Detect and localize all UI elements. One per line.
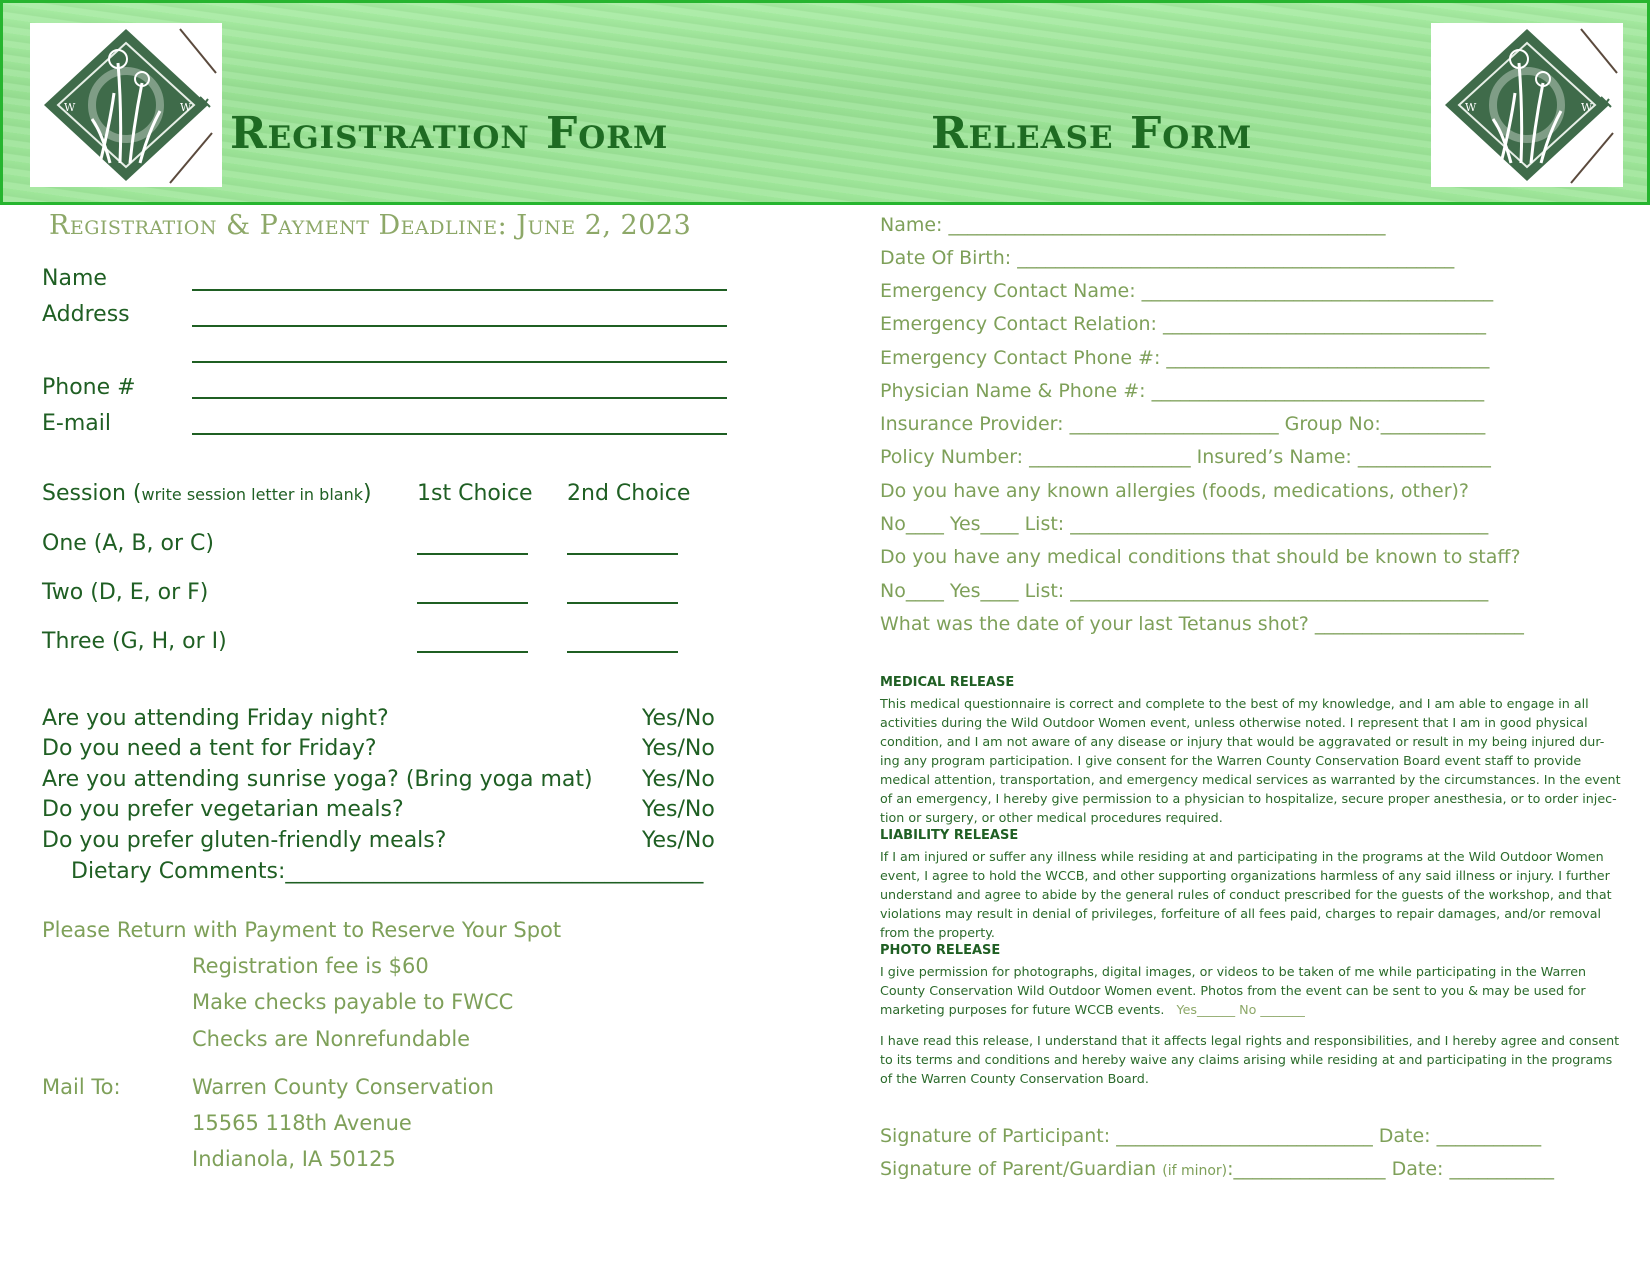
wild-outdoor-women-logo-icon bbox=[1431, 23, 1623, 187]
answer-vegetarian[interactable]: Yes/No bbox=[642, 797, 715, 822]
mail-address-line1: Warren County Conservation bbox=[192, 1075, 494, 1099]
emergency-contact-name-field[interactable]: Emergency Contact Name: _____________________________________ bbox=[880, 280, 1494, 302]
session-three-label: Three (G, H, or I) bbox=[42, 629, 227, 654]
liability-release-line: understand and agree to abide by the general rules of conduct prescribed for the guests of the workshop, and that bbox=[880, 887, 1612, 902]
registration-form-title: Registration Form bbox=[230, 108, 669, 159]
parent-signature-field[interactable] bbox=[880, 1158, 1554, 1180]
answer-tent[interactable]: Yes/No bbox=[642, 736, 715, 761]
svg-text:W: W bbox=[1581, 101, 1593, 114]
mail-to-label: Mail To: bbox=[42, 1075, 121, 1099]
release-form-title: Release Form bbox=[931, 108, 1253, 159]
liability-release-line: from the property. bbox=[880, 925, 995, 940]
phone-label: Phone # bbox=[42, 375, 136, 400]
second-choice-header: 2nd Choice bbox=[567, 481, 691, 506]
photo-release-line: I give permission for photographs, digital images, or videos to be taken of me while participating in the Warren bbox=[880, 964, 1587, 979]
medical-release-heading: MEDICAL RELEASE bbox=[880, 675, 1015, 690]
agreement-text bbox=[880, 1031, 1620, 1088]
answer-yoga[interactable]: Yes/No bbox=[642, 767, 715, 792]
svg-text:W: W bbox=[64, 101, 76, 114]
medical-release-line: tion or surgery, or other medical procedures required. bbox=[880, 810, 1223, 825]
medical-release-line: medical attention, transportation, and emergency medical services as warranted by the circumstances. In the event bbox=[880, 772, 1621, 787]
question-tent: Do you need a tent for Friday? bbox=[42, 736, 377, 761]
liability-release-line: violations may result in denial of privileges, forfeiture of all fees paid, charges to repair damages, and/or removal bbox=[880, 906, 1602, 921]
parent-signature-label: Signature of Parent/Guardian bbox=[880, 1158, 1163, 1180]
liability-release-text bbox=[880, 847, 1615, 942]
mail-address-line3: Indianola, IA 50125 bbox=[192, 1147, 396, 1171]
tetanus-field[interactable]: What was the date of your last Tetanus shot? ______________________ bbox=[880, 613, 1524, 635]
medical-release-line: This medical questionnaire is correct and complete to the best of my knowledge, and I am able to engage in all bbox=[880, 696, 1589, 711]
question-gluten: Do you prefer gluten-friendly meals? bbox=[42, 828, 447, 853]
emergency-contact-phone-field[interactable]: Emergency Contact Phone #: __________________________________ bbox=[880, 347, 1490, 369]
wild-outdoor-women-logo-icon bbox=[30, 23, 222, 187]
liability-release-line: event, I agree to hold the WCCB, and other supporting organizations harmless of any said illness or injury. I further bbox=[880, 868, 1610, 883]
session-three-second-choice[interactable] bbox=[567, 651, 678, 653]
allergies-answer-field[interactable]: No____ Yes____ List: ____________________________________________ bbox=[880, 513, 1489, 535]
address-label: Address bbox=[42, 302, 130, 327]
session-one-second-choice[interactable] bbox=[567, 553, 678, 555]
agreement-line: I have read this release, I understand that it affects legal rights and responsibilities, and I hereby agree and consent bbox=[880, 1033, 1620, 1048]
medical-release-text bbox=[880, 694, 1621, 827]
name-label: Name bbox=[42, 266, 107, 291]
session-label-close: ) bbox=[362, 481, 372, 506]
medical-release-line: condition, and I am not aware of any disease or injury that would be aggravated or result in my being injured dur- bbox=[880, 734, 1605, 749]
liability-release-heading: LIABILITY RELEASE bbox=[880, 828, 1019, 843]
release-name-field[interactable]: Name: ______________________________________________ bbox=[880, 214, 1386, 236]
agreement-line: of the Warren County Conservation Board. bbox=[880, 1071, 1149, 1086]
photo-release-heading: PHOTO RELEASE bbox=[880, 943, 1001, 958]
session-hint: write session letter in blank bbox=[141, 485, 363, 504]
photo-release-line: County Conservation Wild Outdoor Women event. Photos from the event can be sent to you & may be used for bbox=[880, 983, 1586, 998]
question-yoga: Are you attending sunrise yoga? (Bring yoga mat) bbox=[42, 767, 593, 792]
emergency-contact-relation-field[interactable]: Emergency Contact Relation: __________________________________ bbox=[880, 313, 1486, 335]
photo-release-yes-no-field[interactable]: Yes______ No _______ bbox=[1176, 1002, 1305, 1017]
email-label: E-mail bbox=[42, 411, 111, 436]
question-friday-night: Are you attending Friday night? bbox=[42, 706, 389, 731]
photo-release-text bbox=[880, 962, 1615, 1019]
session-two-first-choice[interactable] bbox=[417, 602, 528, 604]
insurance-field[interactable]: Insurance Provider: ______________________ Group No:___________ bbox=[880, 413, 1486, 435]
medical-release-line: ing any program participation. I give consent for the Warren County Conservation Board event staff to provide bbox=[880, 753, 1582, 768]
medical-release-line: of an emergency, I hereby give permission to a physician to hospitalize, secure proper anesthesia, or to order injec- bbox=[880, 791, 1617, 806]
allergies-question: Do you have any known allergies (foods, medications, other)? bbox=[880, 480, 1469, 502]
svg-text:W: W bbox=[1465, 101, 1477, 114]
first-choice-header: 1st Choice bbox=[417, 481, 533, 506]
session-one-label: One (A, B, or C) bbox=[42, 531, 214, 556]
mail-address-line2: 15565 118th Avenue bbox=[192, 1111, 412, 1135]
medical-conditions-answer-field[interactable]: No____ Yes____ List: ____________________________________________ bbox=[880, 580, 1489, 602]
liability-release-line: If I am injured or suffer any illness while residing at and participating in the programs at the Wild Outdoor Women bbox=[880, 849, 1604, 864]
session-three-first-choice[interactable] bbox=[417, 651, 528, 653]
session-label-text: Session ( bbox=[42, 481, 142, 506]
session-two-label: Two (D, E, or F) bbox=[42, 580, 209, 605]
medical-conditions-question: Do you have any medical conditions that should be known to staff? bbox=[880, 546, 1521, 568]
phone-field[interactable] bbox=[192, 397, 727, 399]
physician-field[interactable]: Physician Name & Phone #: ___________________________________ bbox=[880, 380, 1485, 402]
email-field[interactable] bbox=[192, 433, 727, 435]
session-one-first-choice[interactable] bbox=[417, 553, 528, 555]
medical-release-line: activities during the Wild Outdoor Women event, unless otherwise noted. I represent that I am in good physical bbox=[880, 715, 1588, 730]
participant-signature-field[interactable]: Signature of Participant: ___________________________ Date: ___________ bbox=[880, 1125, 1542, 1147]
session-label bbox=[42, 481, 372, 506]
registration-deadline: Registration & Payment Deadline: June 2, 2023 bbox=[49, 210, 692, 241]
answer-gluten[interactable]: Yes/No bbox=[642, 828, 715, 853]
fee-line: Registration fee is $60 bbox=[192, 954, 429, 978]
parent-signature-minor-note: (if minor) bbox=[1162, 1163, 1228, 1179]
parent-signature-blanks: :________________ Date: ___________ bbox=[1227, 1158, 1554, 1180]
return-note: Please Return with Payment to Reserve Your Spot bbox=[42, 918, 562, 942]
agreement-line: to its terms and conditions and hereby waive any claims arising while residing at and participating in the programs bbox=[880, 1052, 1613, 1067]
name-field[interactable] bbox=[192, 289, 727, 291]
address-field-line2[interactable] bbox=[192, 361, 727, 363]
answer-friday-night[interactable]: Yes/No bbox=[642, 706, 715, 731]
address-field-line1[interactable] bbox=[192, 325, 727, 327]
dietary-comments-field[interactable]: Dietary Comments:______________________________________ bbox=[71, 859, 704, 884]
photo-release-line bbox=[880, 1000, 1615, 1019]
checks-payable-line: Make checks payable to FWCC bbox=[192, 990, 514, 1014]
policy-field[interactable]: Policy Number: _________________ Insured’s Name: ______________ bbox=[880, 446, 1491, 468]
question-vegetarian: Do you prefer vegetarian meals? bbox=[42, 797, 404, 822]
svg-text:W: W bbox=[180, 101, 192, 114]
release-dob-field[interactable]: Date Of Birth: ______________________________________________ bbox=[880, 247, 1455, 269]
header-band bbox=[0, 0, 1650, 205]
photo-release-line-text: marketing purposes for future WCCB events. bbox=[880, 1002, 1165, 1017]
session-two-second-choice[interactable] bbox=[567, 602, 678, 604]
nonrefundable-line: Checks are Nonrefundable bbox=[192, 1027, 471, 1051]
